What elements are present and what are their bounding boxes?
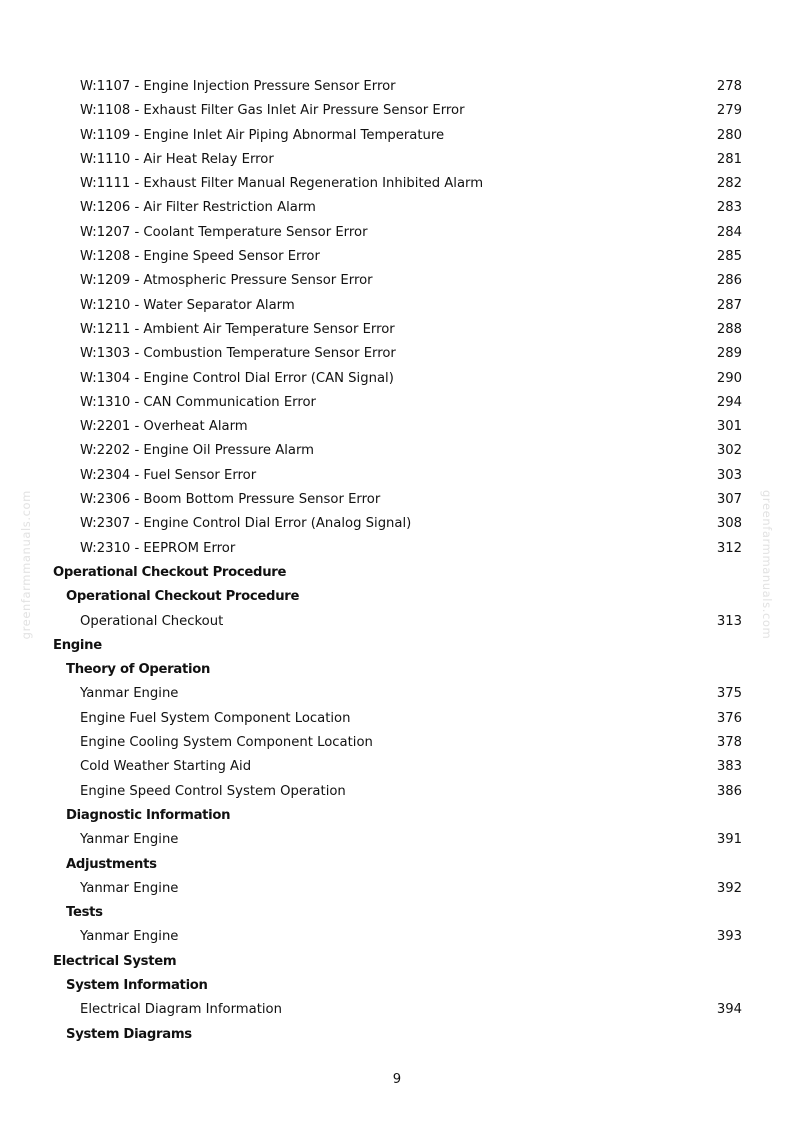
toc-entry-title: W:1303 - Combustion Temperature Sensor Error — [80, 346, 396, 362]
toc-entry-page-number: 391 — [716, 832, 742, 848]
toc-entry-title: System Information — [66, 977, 208, 993]
toc-entry-title: W:1310 - CAN Communication Error — [80, 394, 316, 410]
toc-entry-page-number: 308 — [716, 516, 742, 532]
toc-entry-page-number: 278 — [716, 79, 742, 94]
toc-entry-page-number: 378 — [716, 735, 742, 751]
toc-entry[interactable] — [0, 439, 794, 463]
watermark-left: greenfarmmanuals.com — [19, 490, 33, 640]
toc-entry[interactable] — [0, 221, 794, 245]
toc-entry-page-number: 376 — [716, 710, 742, 726]
toc-entry-page-number: 394 — [716, 1002, 742, 1018]
toc-entry-title: Operational Checkout — [80, 613, 224, 629]
toc-entry[interactable] — [0, 925, 794, 949]
toc-entry[interactable] — [0, 172, 794, 196]
toc-entry[interactable] — [0, 707, 794, 731]
toc-entry[interactable] — [0, 75, 794, 99]
toc-entry-title: W:2304 - Fuel Sensor Error — [80, 467, 257, 483]
toc-entry-title: System Diagrams — [66, 1026, 192, 1042]
toc-entry-title: Yanmar Engine — [80, 686, 179, 702]
toc-entry-page-number: 289 — [716, 346, 742, 362]
toc-entry-title: W:1111 - Exhaust Filter Manual Regeneration Inhibited Alarm — [80, 176, 484, 192]
toc-entry-page-number: 386 — [716, 783, 742, 799]
toc-entry-page-number: 302 — [716, 443, 742, 459]
toc-entry[interactable] — [0, 318, 794, 342]
toc-entry-title: W:2306 - Boom Bottom Pressure Sensor Error — [80, 492, 381, 508]
toc-entry[interactable] — [0, 682, 794, 706]
toc-entry[interactable] — [0, 755, 794, 779]
toc-entry[interactable] — [0, 294, 794, 318]
table-of-contents — [0, 75, 794, 1047]
toc-entry[interactable] — [0, 391, 794, 415]
toc-entry-title: Yanmar Engine — [80, 929, 179, 945]
toc-entry[interactable] — [0, 537, 794, 561]
toc-subsection-heading — [0, 901, 794, 925]
toc-entry-title: Adjustments — [66, 856, 157, 872]
toc-entry-title: Tests — [66, 905, 103, 921]
watermark-right: greenfarmmanuals.com — [760, 490, 774, 640]
toc-entry-title: W:1110 - Air Heat Relay Error — [80, 151, 274, 167]
toc-entry-page-number: 282 — [716, 176, 742, 192]
toc-entry-title: Electrical System — [53, 953, 177, 969]
toc-entry-title: W:1208 - Engine Speed Sensor Error — [80, 249, 320, 265]
page-number: 9 — [392, 1072, 402, 1087]
toc-entry[interactable] — [0, 488, 794, 512]
toc-entry[interactable] — [0, 610, 794, 634]
toc-section-heading — [0, 561, 794, 585]
toc-entry-title: Yanmar Engine — [80, 832, 179, 848]
toc-entry[interactable] — [0, 342, 794, 366]
toc-entry[interactable] — [0, 828, 794, 852]
toc-entry[interactable] — [0, 780, 794, 804]
toc-entry-title: W:2307 - Engine Control Dial Error (Analog Signal) — [80, 516, 412, 532]
toc-entry-page-number: 281 — [716, 151, 742, 167]
toc-entry-page-number: 286 — [716, 273, 742, 289]
toc-entry-page-number: 288 — [716, 321, 742, 337]
toc-entry-title: W:2310 - EEPROM Error — [80, 540, 236, 556]
toc-entry-title: Cold Weather Starting Aid — [80, 759, 252, 775]
toc-entry-page-number: 283 — [716, 200, 742, 216]
toc-entry-title: W:1210 - Water Separator Alarm — [80, 297, 295, 313]
toc-entry-page-number: 294 — [716, 394, 742, 410]
toc-entry[interactable] — [0, 148, 794, 172]
toc-subsection-heading — [0, 974, 794, 998]
toc-entry-title: Theory of Operation — [66, 662, 211, 678]
toc-section-heading — [0, 950, 794, 974]
toc-entry-page-number: 375 — [716, 686, 742, 702]
toc-entry[interactable] — [0, 99, 794, 123]
toc-entry-title: W:1206 - Air Filter Restriction Alarm — [80, 200, 316, 216]
toc-entry-page-number: 290 — [716, 370, 742, 386]
toc-entry-title: Operational Checkout Procedure — [66, 589, 300, 605]
toc-entry-title: W:1207 - Coolant Temperature Sensor Error — [80, 224, 368, 240]
toc-entry-title: W:1108 - Exhaust Filter Gas Inlet Air Pressure Sensor Error — [80, 103, 465, 119]
toc-entry[interactable] — [0, 367, 794, 391]
toc-entry-page-number: 383 — [716, 759, 742, 775]
toc-entry[interactable] — [0, 731, 794, 755]
toc-entry-page-number: 393 — [716, 929, 742, 945]
toc-subsection-heading — [0, 585, 794, 609]
toc-entry-title: Engine Cooling System Component Location — [80, 735, 373, 751]
toc-entry-title: W:1209 - Atmospheric Pressure Sensor Error — [80, 273, 373, 289]
toc-subsection-heading — [0, 658, 794, 682]
toc-subsection-heading — [0, 804, 794, 828]
toc-entry[interactable] — [0, 124, 794, 148]
toc-entry-title: Operational Checkout Procedure — [53, 564, 287, 580]
toc-entry-title: W:1109 - Engine Inlet Air Piping Abnormal Temperature — [80, 127, 445, 143]
toc-entry-title: Yanmar Engine — [80, 880, 179, 896]
toc-entry[interactable] — [0, 464, 794, 488]
toc-entry[interactable] — [0, 512, 794, 536]
toc-entry-page-number: 313 — [716, 613, 742, 629]
toc-entry-title: Engine Fuel System Component Location — [80, 710, 351, 726]
toc-entry-title: W:2201 - Overheat Alarm — [80, 419, 248, 435]
toc-entry-page-number: 284 — [716, 224, 742, 240]
toc-entry[interactable] — [0, 877, 794, 901]
toc-entry-title: Electrical Diagram Information — [80, 1002, 282, 1018]
toc-entry-title: Engine — [53, 637, 102, 653]
toc-entry-page-number: 287 — [716, 297, 742, 313]
toc-entry-page-number: 303 — [716, 467, 742, 483]
toc-entry-page-number: 279 — [716, 103, 742, 119]
toc-subsection-heading — [0, 1023, 794, 1047]
toc-entry-page-number: 392 — [716, 880, 742, 896]
toc-entry-title: Engine Speed Control System Operation — [80, 783, 346, 799]
toc-entry-title: W:1211 - Ambient Air Temperature Sensor Error — [80, 321, 395, 337]
toc-entry-title: W:2202 - Engine Oil Pressure Alarm — [80, 443, 315, 459]
toc-entry-page-number: 301 — [716, 419, 742, 435]
toc-entry[interactable] — [0, 415, 794, 439]
toc-entry[interactable] — [0, 196, 794, 220]
toc-entry-title: Diagnostic Information — [66, 807, 231, 823]
toc-entry-page-number: 285 — [716, 249, 742, 265]
toc-entry-page-number: 307 — [716, 492, 742, 508]
toc-subsection-heading — [0, 853, 794, 877]
toc-entry[interactable] — [0, 269, 794, 293]
toc-entry[interactable] — [0, 245, 794, 269]
toc-section-heading — [0, 634, 794, 658]
toc-entry-page-number: 280 — [716, 127, 742, 143]
toc-entry-title: W:1107 - Engine Injection Pressure Sensor Error — [80, 79, 396, 94]
toc-entry[interactable] — [0, 998, 794, 1022]
toc-entry-page-number: 312 — [716, 540, 742, 556]
toc-entry-title: W:1304 - Engine Control Dial Error (CAN Signal) — [80, 370, 394, 386]
